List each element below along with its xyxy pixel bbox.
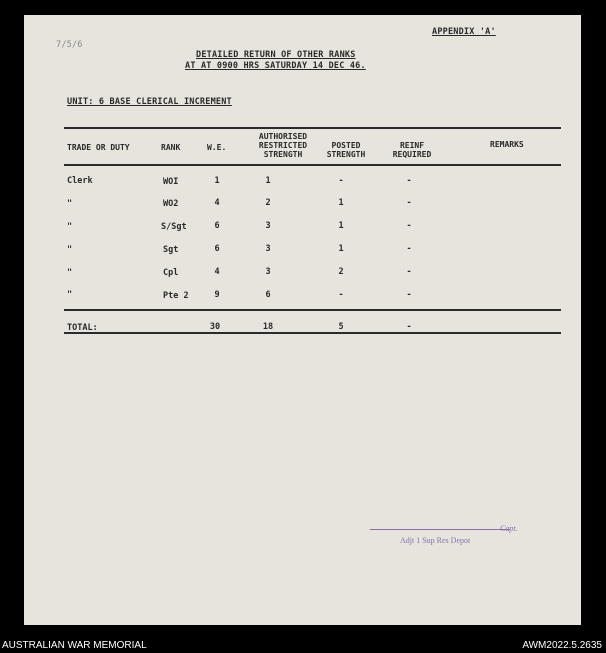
appendix-label: APPENDIX 'A' (432, 27, 496, 37)
total-reinf: - (406, 322, 412, 332)
footer-institution: AUSTRALIAN WAR MEMORIAL (2, 640, 147, 651)
header-auth-line2: RESTRICTED (258, 141, 308, 150)
row-reinf: - (406, 290, 412, 300)
signature-line (370, 529, 510, 530)
footer-accession-number: AWM2022.5.2635 (522, 640, 602, 651)
total-we: 30 (209, 322, 221, 332)
signature-rank: Capt. (500, 524, 518, 533)
row-posted: 1 (338, 198, 344, 208)
header-bottom-rule (64, 164, 561, 166)
total-top-rule (64, 309, 561, 311)
row-posted: - (338, 176, 344, 186)
title-line-2: AT AT 0900 HRS SATURDAY 14 DEC 46. (185, 61, 366, 71)
row-rank: WOI (163, 177, 179, 187)
row-we: 1 (214, 176, 220, 186)
row-posted: 1 (338, 244, 344, 254)
row-trade: " (67, 290, 73, 300)
corner-handwritten-mark: 7/5/6 (56, 40, 83, 50)
row-reinf: - (406, 267, 412, 277)
row-trade: " (67, 268, 73, 278)
signature-stamp: Adjt 1 Sup Res Depot (400, 536, 471, 545)
row-rank: WO2 (163, 199, 179, 209)
table-top-rule (64, 127, 561, 129)
row-trade: " (67, 199, 73, 209)
row-we: 6 (214, 221, 220, 231)
header-reinf (387, 141, 437, 159)
row-we: 6 (214, 244, 220, 254)
row-rank: Pte 2 (163, 291, 189, 301)
total-label: TOTAL: (67, 323, 98, 333)
header-authorised (253, 132, 313, 159)
header-reinf-line1: REINF (399, 141, 425, 150)
row-reinf: - (406, 221, 412, 231)
total-auth: 18 (262, 322, 274, 332)
row-we: 9 (214, 290, 220, 300)
row-we: 4 (214, 198, 220, 208)
header-posted (321, 141, 371, 159)
title-line-1: DETAILED RETURN OF OTHER RANKS (196, 50, 356, 60)
row-trade: " (67, 222, 73, 232)
row-posted: 1 (338, 221, 344, 231)
row-posted: 2 (338, 267, 344, 277)
total-bottom-rule (64, 332, 561, 334)
header-we: W.E. (207, 143, 227, 152)
header-auth-line3: STRENGTH (263, 150, 303, 159)
row-auth: 3 (265, 244, 271, 254)
row-reinf: - (406, 198, 412, 208)
header-auth-line1: AUTHORISED (258, 132, 308, 141)
unit-label: UNIT: 6 BASE CLERICAL INCREMENT (67, 97, 232, 107)
row-reinf: - (406, 244, 412, 254)
row-trade: Clerk (67, 176, 93, 186)
row-posted: - (338, 290, 344, 300)
row-auth: 6 (265, 290, 271, 300)
row-auth: 1 (265, 176, 271, 186)
row-rank: Sgt (163, 245, 179, 255)
header-remarks: REMARKS (490, 140, 524, 149)
header-posted-line1: POSTED (331, 141, 361, 150)
header-rank: RANK (161, 143, 181, 152)
row-reinf: - (406, 176, 412, 186)
total-posted: 5 (338, 322, 344, 332)
row-we: 4 (214, 267, 220, 277)
header-trade: TRADE OR DUTY (67, 143, 130, 152)
row-auth: 3 (265, 221, 271, 231)
row-auth: 3 (265, 267, 271, 277)
row-auth: 2 (265, 198, 271, 208)
header-posted-line2: STRENGTH (326, 150, 366, 159)
row-rank: S/Sgt (161, 222, 187, 232)
row-rank: Cpl (163, 268, 179, 278)
row-trade: " (67, 245, 73, 255)
header-reinf-line2: REQUIRED (392, 150, 432, 159)
